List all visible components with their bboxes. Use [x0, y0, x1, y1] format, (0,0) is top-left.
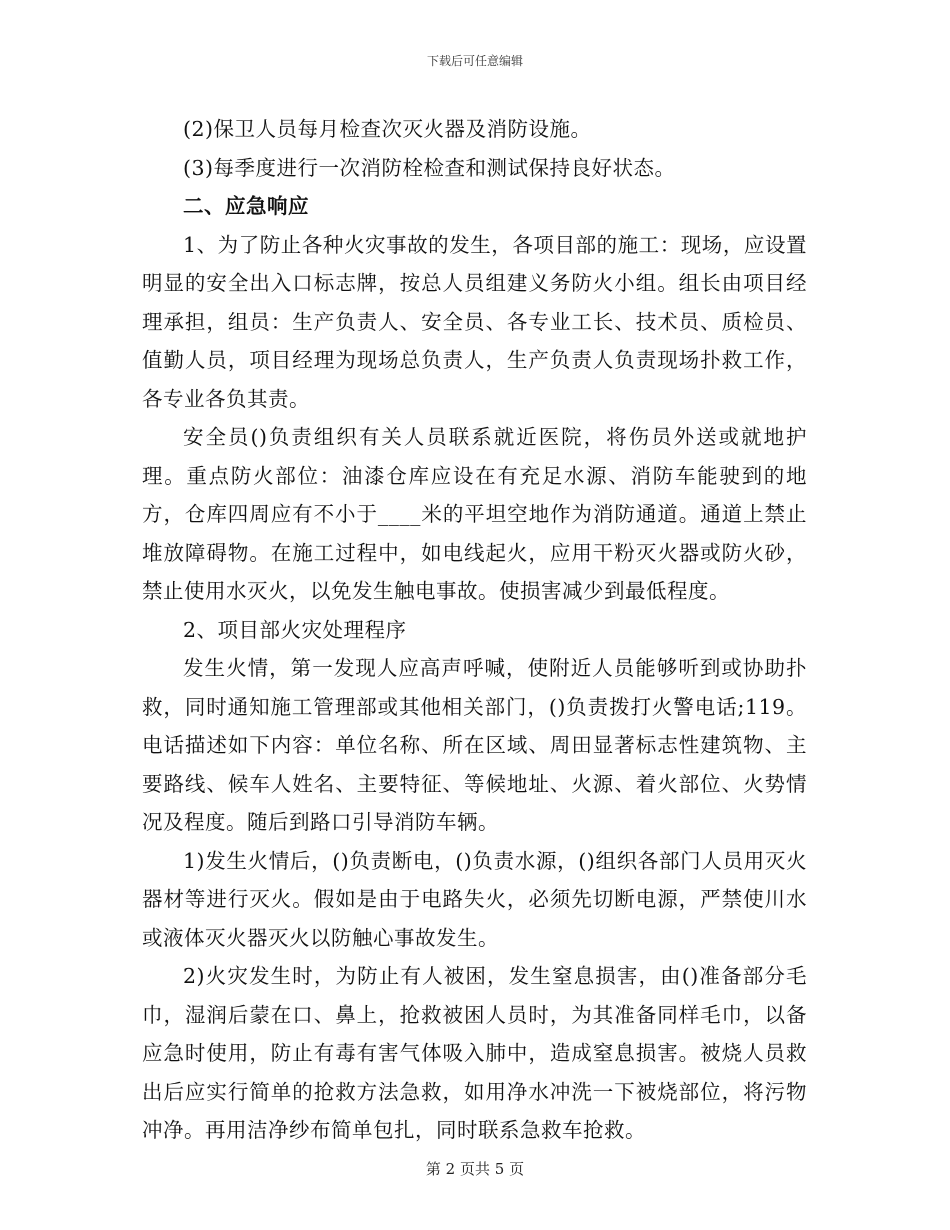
paragraph-response-1: 1、为了防止各种火灾事故的发生，各项目部的施工：现场，应设置明显的安全出入口标志牌，按总人员组建义务防火小组。组长由项目经理承担，组员：生产负责人、安全员、各专业工长、技术员、质检员、值勤人员，项目经理为现场总负责人，生产负责人负责现场扑救工作，各专业各负其责。 [142, 232, 807, 411]
paragraph-step-2: 2)火灾发生时，为防止有人被困，发生窒息损害，由()准备部分毛巾，湿润后蒙在口、鼻上，抢救被困人员时，为其准备同样毛巾，以备应急时使用，防止有毒有害气体吸入肺中，造成窒息损害。被烧人员救出后应实行简单的抢救方法急救，如用净水冲洗一下被烧部位，将污物冲净。再用洁净纱布简单包扎，同时联系急救车抢救。 [142, 964, 807, 1142]
paragraph-item-2: (2)保卫人员每月检查次灭火器及消防设施。 [183, 117, 592, 141]
document-body [142, 110, 807, 1150]
paragraph-fire-report: 发生火情，第一发现人应高声呼喊，使附近人员能够听到或协助扑救，同时通知施工管理部或其他相关部门，()负责拨打火警电话;119。电话描述如下内容：单位名称、所在区域、周田显著标志性建筑物、主要路线、候车人姓名、主要特征、等候地址、火源、着火部位、火势情况及程度。随后到路口引导消防车辆。 [142, 656, 807, 834]
page-header: 下载后可任意编辑 [426, 54, 523, 68]
paragraph-procedure-title: 2、项目部火灾处理程序 [183, 617, 407, 642]
paragraph-item-3: (3)每季度进行一次消防栓检查和测试保持良好状态。 [183, 155, 676, 180]
paragraph-safety-officer: 安全员()负责组织有关人员联系就近医院，将伤员外送或就地护理。重点防火部位：油漆仓库应设在有充足水源、消防车能驶到的地方，仓库四周应有不小于____米的平坦空地作为消防通道。通道上禁止堆放障碍物。在施工过程中，如电线起火，应用干粉灭火器或防火砂，禁止使用水灭火，以免发生触电事故。使损害减少到最低程度。 [142, 425, 807, 603]
paragraph-step-1: 1)发生火情后，()负责断电，()负责水源，()组织各部门人员用灭火器材等进行灭火。假如是由于电路失火，必须先切断电源，严禁使川水或液体灭火器灭火以防触心事故发生。 [142, 848, 807, 950]
section-heading: 二、应急响应 [183, 194, 309, 218]
page-number: 第 2 页共 5 页 [425, 1160, 525, 1178]
